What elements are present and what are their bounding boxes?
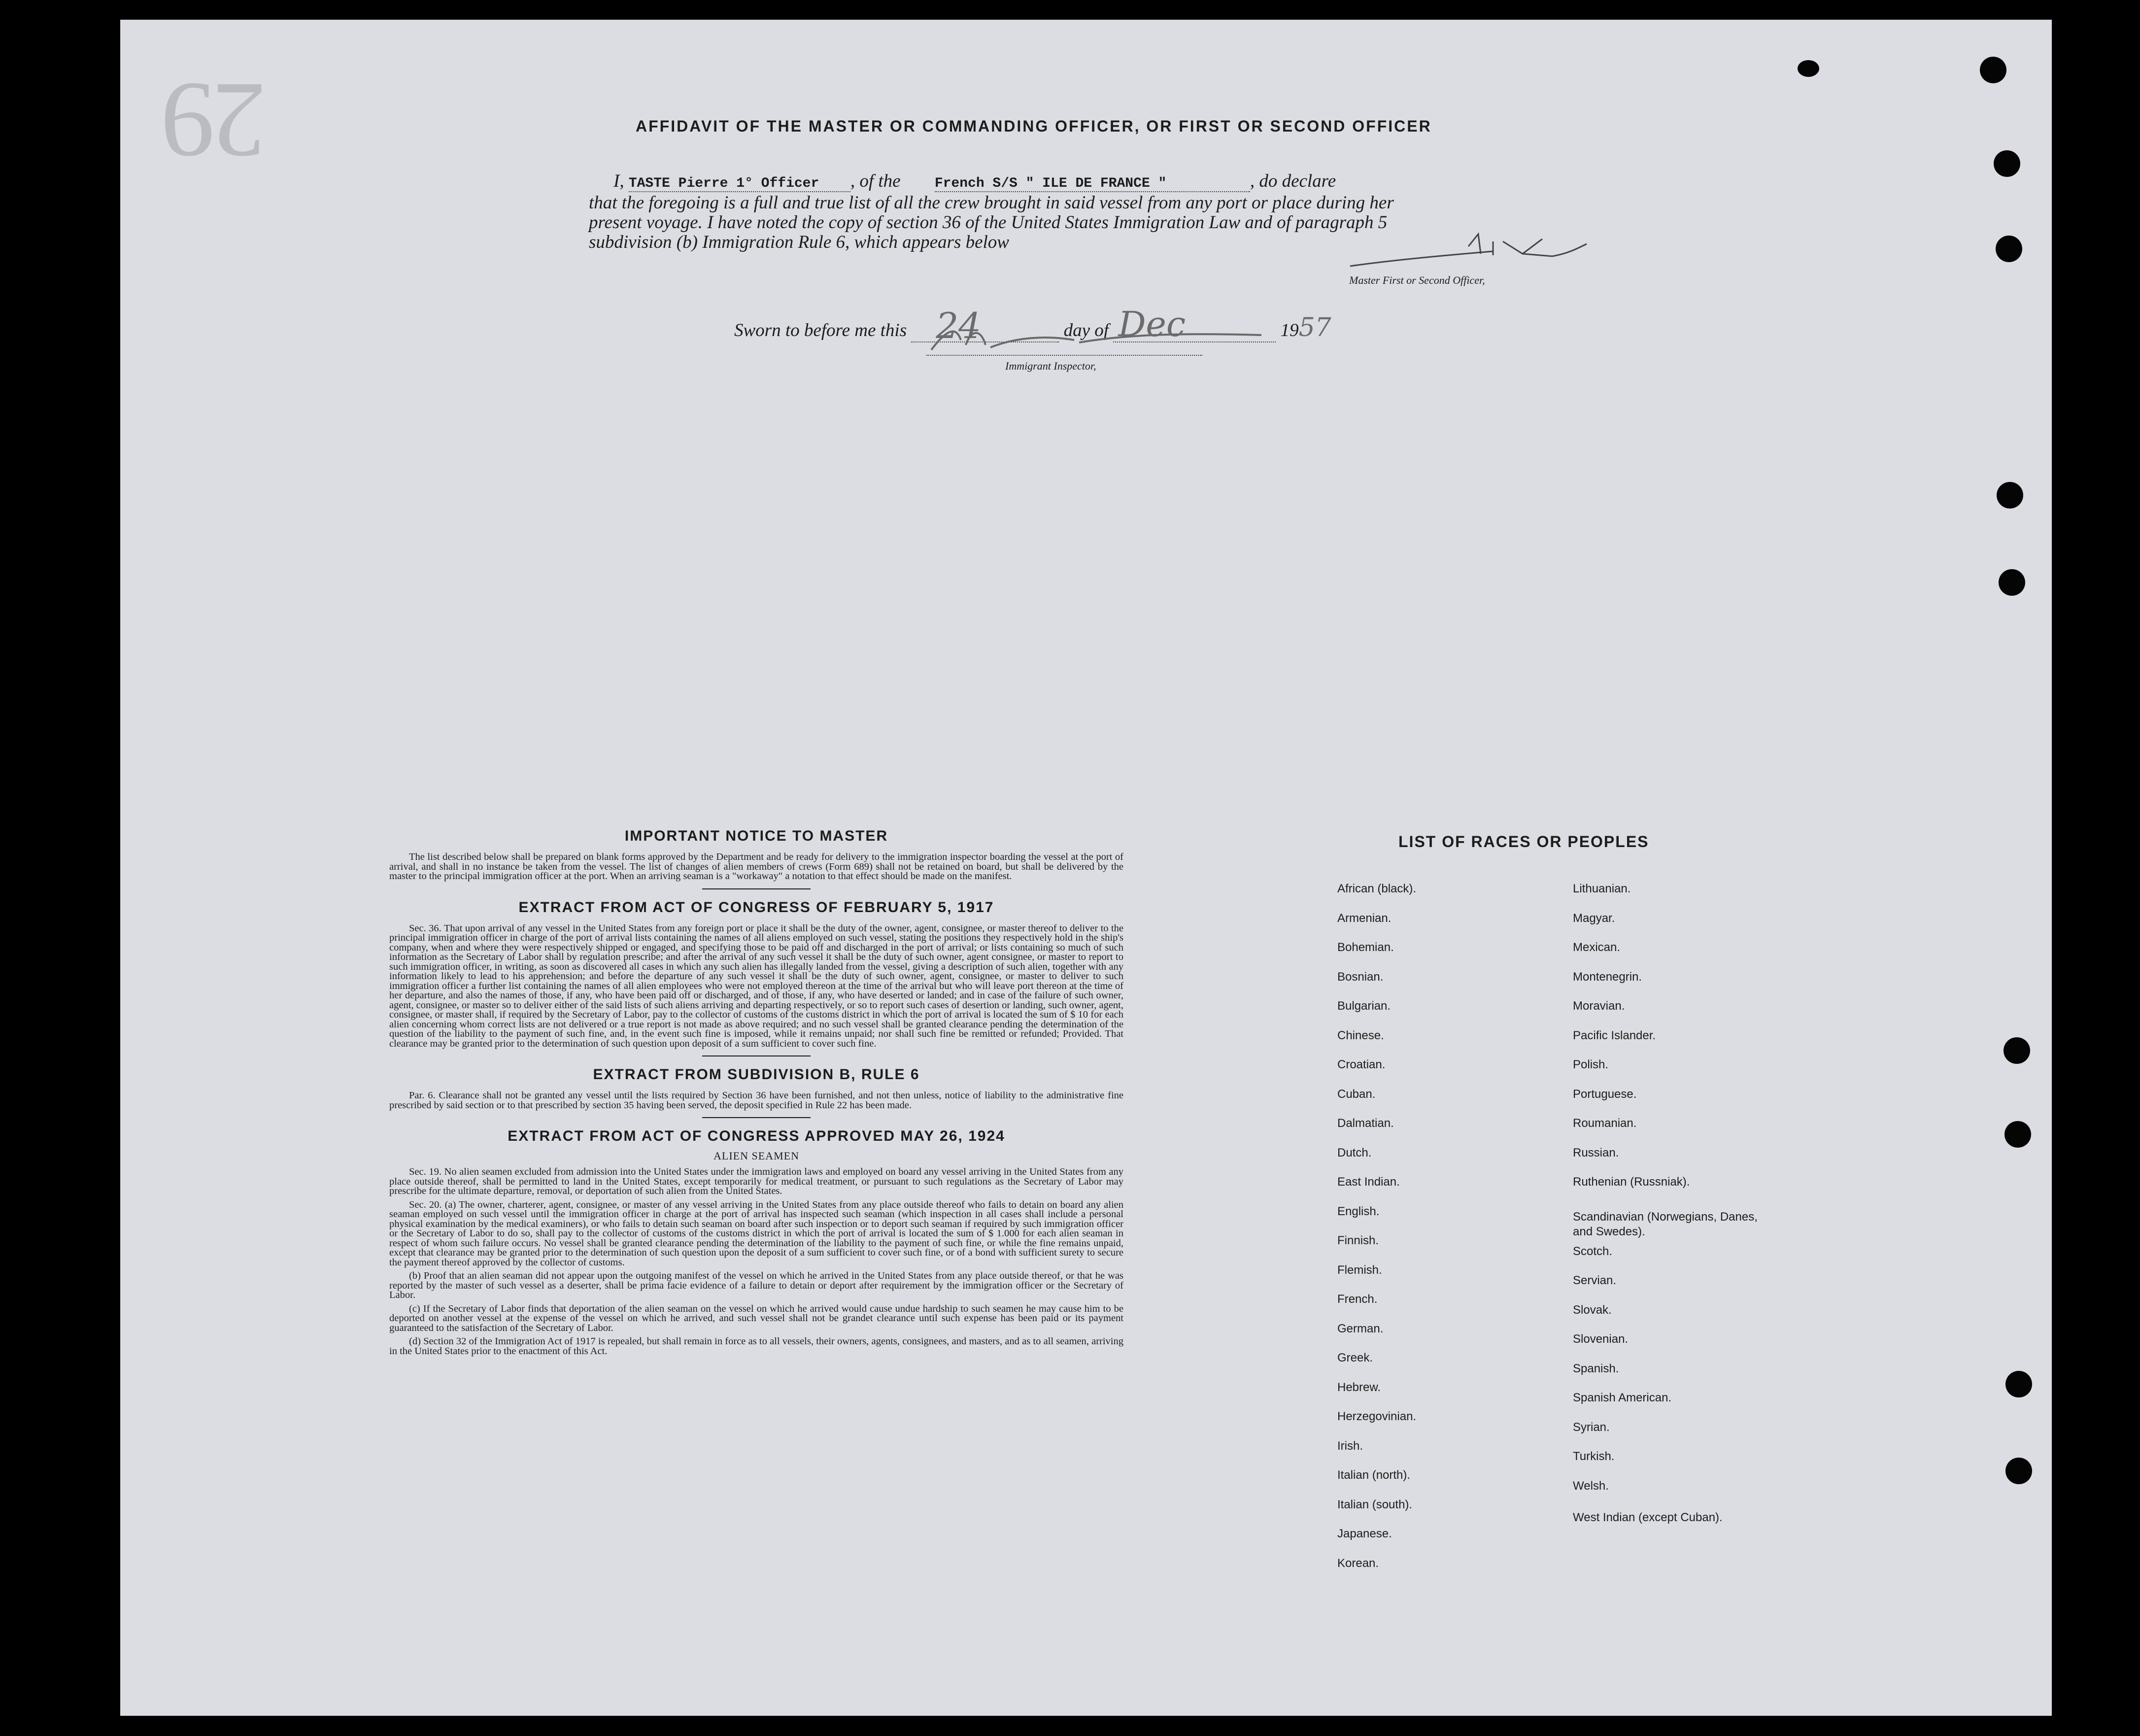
race-item: Montenegrin. [1573,970,1642,984]
race-item: Chinese. [1337,1028,1384,1042]
extract-1924-sec20d: (d) Section 32 of the Immigration Act of 1917 is repealed, but shall remain in force as to all vessels, their owners, agents, consignees, and masters, and as to all seamen, arriving in the United States prior to the enactment of this Act. [389,1336,1123,1357]
officer-title-label: Master First or Second Officer, [1349,274,1485,286]
race-item: Japanese. [1337,1527,1392,1540]
extract-1917-title: EXTRACT FROM ACT OF CONGRESS OF FEBRUARY 5, 1917 [518,899,994,916]
officer-name-field: TASTE Pierre 1° Officer [629,176,850,192]
race-item: Syrian. [1573,1421,1610,1434]
punch-hole [1999,569,2025,596]
affidavit-do-declare: , do declare [1250,171,1336,191]
affidavit-of-the: , of the [850,171,901,191]
extract-1924-subtitle: ALIEN SEAMEN [713,1150,799,1162]
punch-hole [1994,150,2020,177]
extract-1924-title: EXTRACT FROM ACT OF CONGRESS APPROVED MAY 26, 1924 [508,1128,1005,1144]
race-item: Bulgarian. [1337,999,1391,1013]
race-item: Slovenian. [1573,1332,1629,1346]
page-number-stamp: 29 [164,61,266,181]
divider [702,888,811,889]
race-item: Korean. [1337,1556,1379,1570]
punch-hole [2004,1121,2031,1148]
race-item: Italian (south). [1337,1498,1413,1511]
divider [702,1055,811,1056]
race-item: African (black). [1337,882,1417,895]
month-handwritten: Dec [1118,304,1186,344]
race-item: Mexican. [1573,941,1621,954]
race-item: Italian (north). [1337,1468,1411,1482]
race-item: Moravian. [1573,999,1625,1013]
race-item: Dalmatian. [1337,1117,1394,1130]
race-item: Servian. [1573,1274,1617,1287]
vessel-name-field: French S/S " ILE DE FRANCE " [935,176,1250,192]
punch-hole [1798,60,1819,77]
punch-hole [2005,1371,2032,1397]
race-item: Ruthenian (Russniak). [1573,1175,1690,1189]
races-title: LIST OF RACES OR PEOPLES [1398,833,1649,851]
affidavit-line-3: present voyage. I have noted the copy of section 36 of the United States Immigration Law and of paragraph 5 [589,212,1388,233]
race-item: Bohemian. [1337,941,1394,954]
inspector-signature [917,320,1271,360]
race-item: Bosnian. [1337,970,1384,984]
race-item: Turkish. [1573,1450,1615,1463]
extract-1924-sec20b: (b) Proof that an alien seaman did not appear upon the outgoing manifest of the vessel on which he arrived in the United States from any place outside thereof, or that he was reported by the master of such vessel as a deserter, shall be prima facie evidence of a failure to detain or deport after requirement by the immigration officer or the Secretary of Labor. [389,1270,1123,1300]
race-item: Hebrew. [1337,1380,1381,1394]
race-item: Armenian. [1337,911,1392,925]
affidavit-line-2: that the foregoing is a full and true list of all the crew brought in said vessel from any port or place during her [589,193,1394,213]
race-item: Finnish. [1337,1234,1379,1247]
race-item: Welsh. [1573,1479,1609,1493]
race-item: Scotch. [1573,1245,1613,1258]
race-item: Polish. [1573,1058,1609,1071]
race-item: German. [1337,1322,1384,1335]
race-item: Herzegovinian. [1337,1410,1417,1423]
punch-hole [2004,1037,2030,1064]
extract-rule6-body: Par. 6. Clearance shall not be granted any vessel until the lists required by Section 36 have been furnished, and not then unless, notice of liability to the administrative fine prescribed by said section or to that prescribed by section 35 having been served, the deposit specified in Rule 22 has been made. [389,1090,1123,1111]
divider [702,1117,811,1118]
affidavit-line-1 [613,170,1336,192]
extract-1924-sec20c: (c) If the Secretary of Labor finds that deportation of the alien seaman on the vessel on which he arrived would cause undue hardship to such seamen he may cause him to be deported on another vessel at the expense of the vessel on which he arrived, and such vessel shall not be grandet clearance until such expense has been paid or its payment guaranteed to the satisfaction of the Secretary of Labor. [389,1303,1123,1333]
race-item: Dutch. [1337,1146,1372,1159]
year-handwritten: 57 [1298,313,1331,342]
punch-hole [2005,1458,2032,1484]
officer-signature [1345,232,1592,276]
race-item: West Indian (except Cuban). [1573,1511,1723,1524]
race-item: Slovak. [1573,1303,1612,1317]
extract-1917-body: Sec. 36. That upon arrival of any vessel in the United States from any foreign port or place it shall be the duty of the owner, agent, consignee, or master thereof to deliver to the principal immigration officer in charge of the port of arrival lists containing the names of all aliens employed on such vessel, stating the positions they respectively hold in the ship's company, when and where they were respectively shipped or engaged, and specifying those to be paid off and discharged in the port of arrival; or lists containing so much of such information as the Secretary of Labor shall by regulation prescribe; and after the arrival of any such vessel it shall be the duty of such owner, agent consignee, or master to report to such immigration officer, in writing, as soon as discovered all cases in which any such alien has illegally landed from the vessel, giving a description of such alien, together with any information likely to lead to his apprehension; and before the departure of any such vessel it shall be the duty of such owner, agent, consignee, or master to deliver to such immigration officer a further list containing the names of all alien employees who were not employed thereon at the time of the arrival but who will leave port thereon at the time of her departure, and also the names of those, if any, who have been paid off or discharged, and of those, if any, who have deserted or landed; and in case of the failure of such owner, agent, consignee, or master so to deliver either of the said lists of such aliens arriving and departing respectively, or so to report such cases of desertion or landing, such owner, agent, consignee, or master shall, if required by the Secretary of Labor, pay to the collector of customs of the customs district in which the port of arrival is located the sum of $ 10 for each alien concerning whom correct lists are not delivered or a true report is not made as above required; and no such vessel shall be granted clearance pending the determination of the question of the liability to the payment of such fine, and, in the event such fine is imposed, while it remains unpaid; nor shall such fine be remitted or refunded; Provided. That clearance may be granted prior to the determination of such question upon deposit of a sum sufficient to cover such fine. [389,922,1123,1049]
race-item: Russian. [1573,1146,1619,1159]
extract-rule6-title: EXTRACT FROM SUBDIVISION B, RULE 6 [593,1066,920,1083]
race-item: Croatian. [1337,1058,1386,1071]
notice-title: IMPORTANT NOTICE TO MASTER [624,828,888,844]
inspector-label: Immigrant Inspector, [1005,360,1096,372]
sworn-prefix: Sworn to before me this [734,320,907,340]
extract-1924-sec20a: Sec. 20. (a) The owner, charterer, agent, consignee, or master of any vessel arriving in the United States from any place outside thereof who fails to detain on board any alien seaman employed on such vessel until the immigration officer in charge at the port of arrival has inspected such seaman (which inspection in all cases shall include a personal physical examination by the medical examiners), or who fails to detain such seaman on board after such inspection or to deport such seaman if required by such immigration officer or the Secretary of Labor to do so, shall pay to the collector of customs of the customs district in which the port of arrival is located the sum of $ 1.000 for each alien seaman in respect of whom such failure occurs. No vessel shall be granted clearance pending the determination of the liability to the payment of such fine, or while the fine remains unpaid, except that clearance may be granted prior to the determination of such question upon the deposit of a sum sufficient to cover such fine, or of a bond with sufficient surety to secure the payment thereof approved by the collector of customs. [389,1199,1123,1268]
day-handwritten: 24 [936,305,981,346]
notice-column [389,828,1123,1360]
extract-1924-sec19: Sec. 19. No alien seamen excluded from admission into the United States under the immigration laws and employed on board any vessel arriving in the United States from any place outside thereof, shall be permitted to land in the United States, except temporarily for medical treatment, or pursuant to such regulations as the Secretary of Labor may prescribe for the ultimate departure, removal, or deportation of such alien from the United States. [389,1166,1123,1196]
race-item: Greek. [1337,1351,1373,1364]
race-item: Irish. [1337,1439,1363,1453]
race-item: Magyar. [1573,912,1615,925]
race-item: East Indian. [1337,1175,1400,1189]
race-item: Lithuanian. [1573,882,1631,895]
punch-hole [1996,236,2022,262]
year-prefix: 19 [1280,320,1299,340]
day-of-label: day of [1063,320,1109,340]
race-item: Cuban. [1337,1087,1376,1101]
inspector-signature-line [926,355,1202,356]
race-item: English. [1337,1204,1380,1218]
race-item: Spanish American. [1573,1391,1672,1404]
race-item: Pacific Islander. [1573,1029,1656,1042]
affidavit-line-4: subdivision (b) Immigration Rule 6, which appears below [589,232,1009,252]
race-item: French. [1337,1293,1378,1306]
race-item: Roumanian. [1573,1117,1637,1130]
affidavit-title: AFFIDAVIT OF THE MASTER OR COMMANDING OFFICER, OR FIRST OR SECOND OFFICER [636,117,1432,135]
race-item: Portuguese. [1573,1088,1637,1101]
race-item: Spanish. [1573,1362,1619,1375]
punch-hole [1980,57,2006,83]
notice-body: The list described below shall be prepared on blank forms approved by the Department and be ready for delivery to the immigration inspector boarding the vessel at the port of arrival, and shall in no instance be taken from the vessel. The list of changes of alien members of crews (Form 689) shall not be retained on board, but shall be delivered by the master to the principal immigration officer at the port. When an arriving seaman is a "workaway" a notation to that effect should be made on the manifest. [389,851,1123,882]
punch-hole [1997,482,2023,509]
affidavit-i-prefix: I, [613,171,624,191]
race-item: Scandinavian (Norwegians, Danes, and Swedes). [1573,1210,1758,1238]
race-item: Flemish. [1337,1263,1382,1277]
